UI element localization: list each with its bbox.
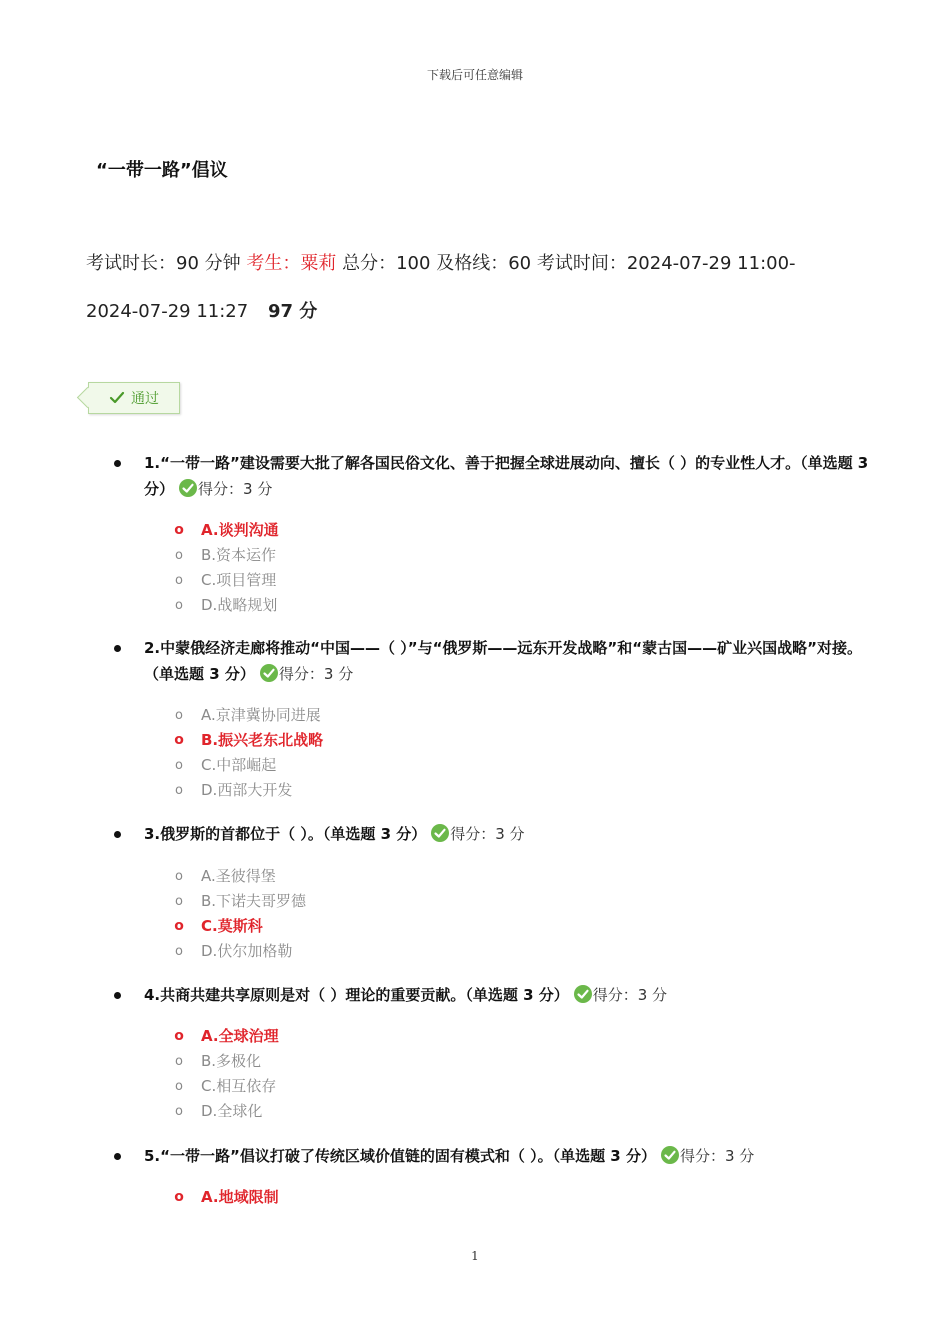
option-marker: o: [174, 522, 184, 538]
pass-status-label: 通过: [131, 391, 159, 407]
option-item: [0, 864, 500, 889]
question-stem: [144, 1143, 869, 1169]
option-item: [0, 914, 500, 939]
question-stem-text: 5.“一带一路”倡议打破了传统区域价值链的固有模式和（ ）。（单选题 3 分）: [144, 1147, 656, 1165]
option-item: [0, 778, 500, 803]
question-stem: [144, 821, 869, 847]
option-marker: o: [175, 598, 183, 613]
check-icon: [109, 391, 125, 405]
option-label: D.全球化: [201, 1102, 263, 1120]
final-score: 97 分: [267, 301, 318, 322]
option-item: [0, 1049, 500, 1074]
option-marker: o: [175, 944, 183, 959]
question-stem-text: 2.中蒙俄经济走廊将推动“中国——（ ）”与“俄罗斯——远东开发战略”和“蒙古国——矿业兴国战略”对接。（单选题 3 分）: [144, 639, 863, 683]
pass-status-badge: [88, 382, 180, 414]
option-marker: o: [175, 573, 183, 588]
pass-line: 及格线：60: [436, 253, 532, 274]
question-score: 得分：3 分: [450, 825, 525, 843]
option-item: [0, 1024, 500, 1049]
option-marker: o: [174, 918, 184, 934]
exam-time-start: 考试时间：2024-07-29 11:00-: [536, 253, 796, 274]
question-score: 得分：3 分: [198, 480, 273, 498]
exam-meta: [86, 240, 846, 336]
option-marker: o: [174, 1189, 184, 1205]
bullet: [114, 1153, 121, 1160]
option-item: [0, 1185, 500, 1210]
option-marker: o: [175, 548, 183, 563]
option-label: A.谈判沟通: [201, 521, 279, 539]
option-label: B.多极化: [201, 1052, 262, 1070]
option-item: [0, 939, 500, 964]
option-marker: o: [175, 894, 183, 909]
question-score: 得分：3 分: [592, 986, 668, 1004]
option-marker: o: [174, 732, 184, 748]
exam-time-end: 2024-07-29 11:27: [86, 301, 249, 322]
option-marker: o: [175, 708, 183, 723]
option-marker: o: [174, 1028, 184, 1044]
bullet: [114, 460, 121, 467]
option-marker: o: [175, 1054, 183, 1069]
option-item: [0, 889, 500, 914]
option-label: C.中部崛起: [201, 756, 277, 774]
option-label: C.莫斯科: [201, 917, 263, 935]
correct-check-icon: [178, 478, 198, 498]
option-label: A.全球治理: [201, 1027, 279, 1045]
option-item: [0, 753, 500, 778]
option-label: B.下诺夫哥罗德: [201, 892, 307, 910]
page-title: “一带一路”倡议: [96, 160, 228, 181]
option-item: [0, 543, 500, 568]
option-label: D.伏尔加格勒: [201, 942, 293, 960]
correct-check-icon: [259, 663, 279, 683]
option-label: A.地域限制: [201, 1188, 279, 1206]
option-label: A.圣彼得堡: [201, 867, 276, 885]
question-stem: [144, 982, 869, 1008]
option-label: C.项目管理: [201, 571, 277, 589]
question-stem-text: 4.共商共建共享原则是对（ ）理论的重要贡献。（单选题 3 分）: [144, 986, 569, 1004]
question-stem-text: 1.“一带一路”建设需要大批了解各国民俗文化、善于把握全球进展动向、擅长（ ）的专业性人才。（单选题 3 分）: [144, 454, 869, 498]
option-label: B.资本运作: [201, 546, 277, 564]
option-marker: o: [175, 869, 183, 884]
option-item: [0, 568, 500, 593]
option-item: [0, 593, 500, 618]
exam-duration: 考试时长：90 分钟: [86, 253, 241, 274]
page-header-note: 下载后可任意编辑: [426, 68, 523, 82]
option-item: [0, 703, 500, 728]
option-label: D.西部大开发: [201, 781, 293, 799]
question-stem-text: 3.俄罗斯的首都位于（ ）。（单选题 3 分）: [144, 825, 427, 843]
question-stem: [144, 635, 869, 687]
question-stem: [144, 450, 869, 502]
correct-check-icon: [660, 1145, 680, 1165]
total-score: 总分：100: [342, 253, 431, 274]
option-marker: o: [175, 1079, 183, 1094]
option-item: [0, 1074, 500, 1099]
option-label: B.振兴老东北战略: [201, 731, 324, 749]
option-item: [0, 728, 500, 753]
question-score: 得分：3 分: [679, 1147, 755, 1165]
correct-check-icon: [430, 823, 450, 843]
bullet: [114, 831, 121, 838]
bullet: [114, 992, 121, 999]
option-label: A.京津冀协同进展: [201, 706, 321, 724]
option-label: C.相互依存: [201, 1077, 277, 1095]
option-marker: o: [175, 783, 183, 798]
option-marker: o: [175, 1104, 183, 1119]
bullet: [114, 645, 121, 652]
candidate-name: 考生：粟莉: [246, 253, 337, 274]
question-score: 得分：3 分: [278, 665, 354, 683]
option-label: D.战略规划: [201, 596, 278, 614]
option-item: [0, 518, 500, 543]
option-marker: o: [175, 758, 183, 773]
correct-check-icon: [573, 984, 593, 1004]
option-item: [0, 1099, 500, 1124]
page-number: 1: [471, 1249, 479, 1263]
